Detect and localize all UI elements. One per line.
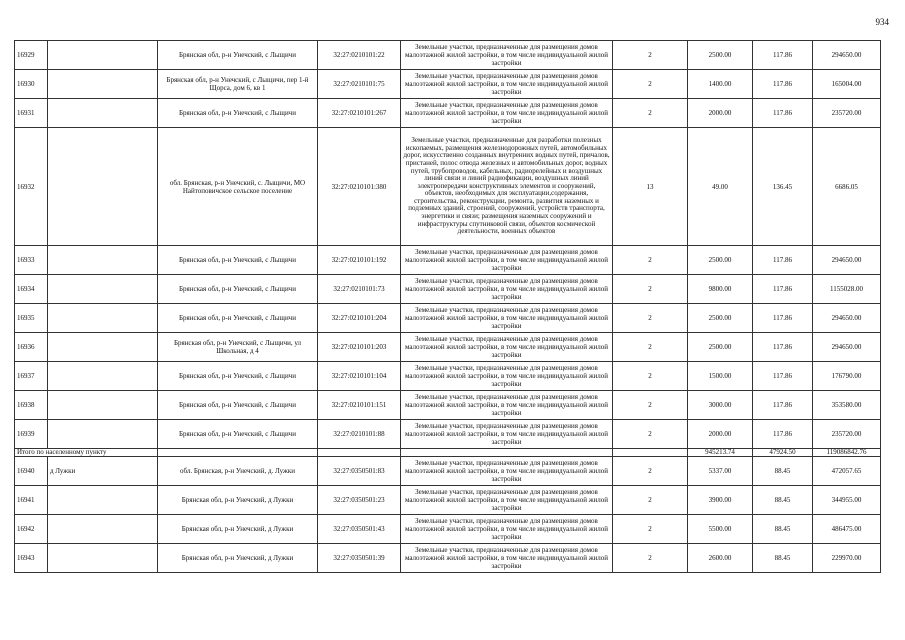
table-row [15, 128, 881, 246]
row-settlement-cell [48, 362, 158, 391]
row-value: 165004.00 [813, 70, 881, 99]
row-settlement-cell [48, 544, 158, 573]
row-id: 16943 [15, 544, 48, 573]
row-area: 49.00 [688, 128, 753, 246]
row-area: 2500.00 [688, 41, 753, 70]
row-value: 176790.00 [813, 362, 881, 391]
row-value: 294650.00 [813, 246, 881, 275]
table-row [15, 246, 881, 275]
row-settlement-cell [48, 99, 158, 128]
row-rate: 117.86 [753, 70, 813, 99]
row-settlement-cell [48, 486, 158, 515]
row-value: 344955.00 [813, 486, 881, 515]
row-rate: 88.45 [753, 486, 813, 515]
row-land-use: Земельные участки, предназначенные для размещения домов малоэтажной жилой застройки, в том числе индивидуальной жилой застройки [401, 457, 613, 486]
row-address: Брянская обл, р-н Унечский, с Лыщичи [158, 304, 318, 333]
row-area: 2000.00 [688, 99, 753, 128]
row-settlement-cell [48, 304, 158, 333]
table-row [15, 515, 881, 544]
settlement-name: д Лужки [48, 457, 158, 486]
row-cadastral-number: 32:27:0210101:204 [318, 304, 401, 333]
row-area: 1500.00 [688, 362, 753, 391]
table-row [15, 333, 881, 362]
table-row [15, 486, 881, 515]
row-area: 5337.00 [688, 457, 753, 486]
row-value: 472057.65 [813, 457, 881, 486]
row-count: 13 [613, 128, 688, 246]
row-land-use: Земельные участки, предназначенные для размещения домов малоэтажной жилой застройки, в том числе индивидуальной жилой застройки [401, 41, 613, 70]
row-land-use: Земельные участки, предназначенные для размещения домов малоэтажной жилой застройки, в том числе индивидуальной жилой застройки [401, 333, 613, 362]
row-rate: 117.86 [753, 362, 813, 391]
table-row [15, 544, 881, 573]
row-address: Брянская обл, р-н Унечский, с Лыщичи, ул Школьная, д 4 [158, 333, 318, 362]
row-rate: 88.45 [753, 515, 813, 544]
row-address: Брянская обл, р-н Унечский, с Лыщичи [158, 275, 318, 304]
row-address: Брянская обл, р-н Унечский, с Лыщичи [158, 391, 318, 420]
row-settlement-cell [48, 70, 158, 99]
row-id: 16936 [15, 333, 48, 362]
row-land-use: Земельные участки, предназначенные для размещения домов малоэтажной жилой застройки, в том числе индивидуальной жилой застройки [401, 515, 613, 544]
row-value: 6686.05 [813, 128, 881, 246]
row-count: 2 [613, 420, 688, 449]
row-settlement-cell [48, 420, 158, 449]
row-count: 2 [613, 275, 688, 304]
row-value: 486475.00 [813, 515, 881, 544]
row-count: 2 [613, 486, 688, 515]
row-value: 235720.00 [813, 99, 881, 128]
row-settlement-cell [48, 515, 158, 544]
subtotal-row [15, 449, 881, 457]
row-address: обл. Брянская, р-н Унечский, с. Лыщичи, МО Найтоповичское сельское поселение [158, 128, 318, 246]
table-row [15, 420, 881, 449]
row-cadastral-number: 32:27:0350501:83 [318, 457, 401, 486]
row-id: 16930 [15, 70, 48, 99]
land-register-table [14, 40, 881, 573]
row-land-use: Земельные участки, предназначенные для размещения домов малоэтажной жилой застройки, в том числе индивидуальной жилой застройки [401, 99, 613, 128]
row-area: 3900.00 [688, 486, 753, 515]
row-id: 16934 [15, 275, 48, 304]
row-address: обл. Брянская, р-н Унечский, д. Лужки [158, 457, 318, 486]
row-settlement-cell [48, 41, 158, 70]
row-count: 2 [613, 246, 688, 275]
row-land-use: Земельные участки, предназначенные для размещения домов малоэтажной жилой застройки, в том числе индивидуальной жилой застройки [401, 275, 613, 304]
row-rate: 117.86 [753, 41, 813, 70]
row-area: 9800.00 [688, 275, 753, 304]
row-land-use: Земельные участки, предназначенные для разработки полезных ископаемых, размещения железнодорожных путей, автомобильных дорог, искусственно созданных внутренних водных путей, причалов, пристаней, полос отвода железных и автомобильных дорог, водных путей, трубопроводов, кабельных, радиорелейных и воздушных линий связи и линий радиофикации, воздушных линий электропередачи конструктивных элементов и сооружений, объектов, необходимых для эксплуатации,содержания, строительства, реконструкции, ремонта, развития наземных и подземных зданий, строений, сооружений, устройств транспорта, энергетики и связи; размещения наземных сооружений и инфраструктуры спутниковой связи, объектов космической деятельности, военных объектов [401, 128, 613, 246]
row-count: 2 [613, 70, 688, 99]
row-cadastral-number: 32:27:0210101:88 [318, 420, 401, 449]
row-value: 235720.00 [813, 420, 881, 449]
row-settlement-cell [48, 275, 158, 304]
row-cadastral-number: 32:27:0350501:23 [318, 486, 401, 515]
row-area: 2600.00 [688, 544, 753, 573]
row-id: 16942 [15, 515, 48, 544]
row-land-use: Земельные участки, предназначенные для размещения домов малоэтажной жилой застройки, в том числе индивидуальной жилой застройки [401, 391, 613, 420]
row-area: 3000.00 [688, 391, 753, 420]
row-id: 16929 [15, 41, 48, 70]
row-settlement-cell [48, 128, 158, 246]
row-count: 2 [613, 544, 688, 573]
row-rate: 88.45 [753, 457, 813, 486]
row-area: 2500.00 [688, 246, 753, 275]
row-address: Брянская обл, р-н Унечский, д Лужки [158, 544, 318, 573]
row-area: 1400.00 [688, 70, 753, 99]
row-cadastral-number: 32:27:0350501:43 [318, 515, 401, 544]
row-value: 294650.00 [813, 41, 881, 70]
row-address: Брянская обл, р-н Унечский, д Лужки [158, 486, 318, 515]
row-count: 2 [613, 41, 688, 70]
row-cadastral-number: 32:27:0210101:22 [318, 41, 401, 70]
row-count: 2 [613, 391, 688, 420]
row-address: Брянская обл, р-н Унечский, с Лыщичи [158, 362, 318, 391]
row-id: 16933 [15, 246, 48, 275]
subtotal-rate: 47924.50 [753, 449, 813, 457]
subtotal-value: 119086842.76 [813, 449, 881, 457]
row-id: 16939 [15, 420, 48, 449]
row-land-use: Земельные участки, предназначенные для размещения домов малоэтажной жилой застройки, в том числе индивидуальной жилой застройки [401, 420, 613, 449]
row-rate: 117.86 [753, 391, 813, 420]
row-address: Брянская обл, р-н Унечский, с Лыщичи [158, 99, 318, 128]
row-cadastral-number: 32:27:0350501:39 [318, 544, 401, 573]
row-rate: 117.86 [753, 246, 813, 275]
row-id: 16940 [15, 457, 48, 486]
row-rate: 117.86 [753, 304, 813, 333]
row-rate: 117.86 [753, 275, 813, 304]
row-land-use: Земельные участки, предназначенные для размещения домов малоэтажной жилой застройки, в том числе индивидуальной жилой застройки [401, 486, 613, 515]
row-count: 2 [613, 99, 688, 128]
row-cadastral-number: 32:27:0210101:203 [318, 333, 401, 362]
table-row [15, 275, 881, 304]
row-id: 16937 [15, 362, 48, 391]
row-cadastral-number: 32:27:0210101:192 [318, 246, 401, 275]
row-id: 16941 [15, 486, 48, 515]
row-address: Брянская обл, р-н Унечский, с Лыщичи, пер 1-й Щорса, дом 6, кв 1 [158, 70, 318, 99]
row-value: 353580.00 [813, 391, 881, 420]
row-rate: 117.86 [753, 99, 813, 128]
table-row [15, 391, 881, 420]
row-settlement-cell [48, 333, 158, 362]
row-settlement-cell [48, 246, 158, 275]
row-value: 294650.00 [813, 304, 881, 333]
row-cadastral-number: 32:27:0210101:73 [318, 275, 401, 304]
table-row [15, 304, 881, 333]
row-cadastral-number: 32:27:0210101:75 [318, 70, 401, 99]
row-settlement-cell [48, 391, 158, 420]
row-area: 2500.00 [688, 304, 753, 333]
row-rate: 88.45 [753, 544, 813, 573]
row-value: 1155028.00 [813, 275, 881, 304]
row-rate: 117.86 [753, 333, 813, 362]
table-row [15, 99, 881, 128]
row-land-use: Земельные участки, предназначенные для размещения домов малоэтажной жилой застройки, в том числе индивидуальной жилой застройки [401, 304, 613, 333]
subtotal-area: 945213.74 [688, 449, 753, 457]
table-row [15, 457, 881, 486]
row-rate: 117.86 [753, 420, 813, 449]
row-rate: 136.45 [753, 128, 813, 246]
row-address: Брянская обл, р-н Унечский, д Лужки [158, 515, 318, 544]
row-count: 2 [613, 333, 688, 362]
row-value: 229970.00 [813, 544, 881, 573]
table-row [15, 70, 881, 99]
row-cadastral-number: 32:27:0210101:151 [318, 391, 401, 420]
row-count: 2 [613, 304, 688, 333]
table-row [15, 362, 881, 391]
row-cadastral-number: 32:27:0210101:267 [318, 99, 401, 128]
row-area: 2000.00 [688, 420, 753, 449]
row-id: 16938 [15, 391, 48, 420]
row-land-use: Земельные участки, предназначенные для размещения домов малоэтажной жилой застройки, в том числе индивидуальной жилой застройки [401, 544, 613, 573]
row-cadastral-number: 32:27:0210101:380 [318, 128, 401, 246]
row-area: 5500.00 [688, 515, 753, 544]
row-land-use: Земельные участки, предназначенные для размещения домов малоэтажной жилой застройки, в том числе индивидуальной жилой застройки [401, 362, 613, 391]
row-value: 294650.00 [813, 333, 881, 362]
row-count: 2 [613, 515, 688, 544]
table-row [15, 41, 881, 70]
page-number: 934 [875, 17, 889, 27]
row-address: Брянская обл, р-н Унечский, с Лыщичи [158, 420, 318, 449]
row-land-use: Земельные участки, предназначенные для размещения домов малоэтажной жилой застройки, в том числе индивидуальной жилой застройки [401, 246, 613, 275]
row-count: 2 [613, 457, 688, 486]
row-address: Брянская обл, р-н Унечский, с Лыщичи [158, 246, 318, 275]
row-land-use: Земельные участки, предназначенные для размещения домов малоэтажной жилой застройки, в том числе индивидуальной жилой застройки [401, 70, 613, 99]
row-count: 2 [613, 362, 688, 391]
row-cadastral-number: 32:27:0210101:104 [318, 362, 401, 391]
row-address: Брянская обл, р-н Унечский, с Лыщичи [158, 41, 318, 70]
row-id: 16931 [15, 99, 48, 128]
row-area: 2500.00 [688, 333, 753, 362]
subtotal-label: Итого по населенному пункту [15, 449, 158, 457]
row-id: 16932 [15, 128, 48, 246]
row-id: 16935 [15, 304, 48, 333]
